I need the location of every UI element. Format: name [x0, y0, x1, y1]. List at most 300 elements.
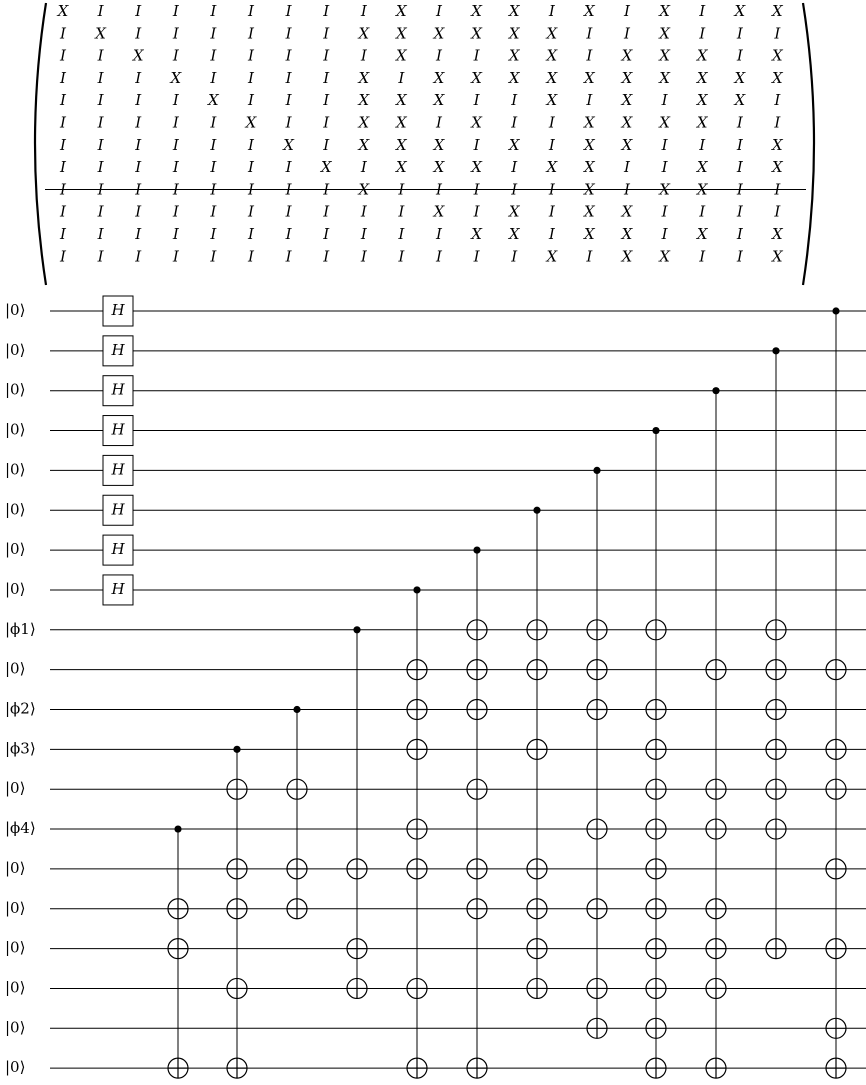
matrix-entry: I	[736, 135, 743, 154]
matrix-entry: X	[508, 68, 520, 87]
matrix-entry: X	[396, 135, 407, 154]
matrix-entry: I	[699, 2, 706, 20]
matrix-entry: X	[659, 24, 670, 43]
matrix-entry: I	[323, 24, 330, 43]
matrix-entry: X	[433, 68, 445, 87]
hadamard-gate	[103, 296, 133, 326]
cnot-column	[706, 387, 726, 1078]
matrix-entry: X	[659, 68, 670, 87]
matrix-entry: X	[358, 135, 370, 154]
matrix-entry: I	[548, 202, 555, 221]
matrix-entry: I	[699, 202, 706, 221]
matrix-entry: I	[97, 68, 104, 87]
matrix-entry: X	[696, 180, 708, 199]
cnot-target	[287, 779, 307, 799]
matrix-entry: X	[471, 2, 482, 20]
matrix-entry: I	[172, 158, 179, 177]
matrix-entry: I	[172, 247, 179, 266]
matrix-entry: I	[511, 91, 518, 110]
matrix-entry: X	[95, 24, 106, 43]
matrix-entry: X	[546, 68, 558, 87]
matrix-entry: I	[360, 46, 367, 65]
matrix-entry: I	[436, 2, 442, 20]
matrix-entry: I	[736, 202, 743, 221]
matrix-entry: I	[774, 24, 781, 43]
matrix-entry: X	[546, 91, 558, 110]
wire-label: |0⟩	[5, 420, 26, 439]
cnot-target	[527, 739, 547, 759]
matrix-entry: I	[135, 135, 142, 154]
control-dot	[233, 746, 240, 753]
control-dot	[533, 507, 540, 514]
cnot-target	[527, 660, 547, 680]
matrix-entry: I	[248, 247, 254, 266]
cnot-target	[587, 819, 607, 839]
matrix-entry: X	[245, 113, 257, 132]
cnot-target	[646, 899, 666, 919]
cnot-target	[168, 1058, 188, 1078]
matrix-entry: I	[248, 202, 254, 221]
matrix-entry: I	[398, 180, 405, 199]
matrix-entry: I	[210, 113, 217, 132]
hadamard-gate-label: H	[111, 340, 125, 359]
matrix-entry: X	[546, 46, 558, 65]
cnot-target	[407, 1058, 427, 1078]
wire-label: |0⟩	[5, 460, 26, 479]
matrix-entry: I	[60, 113, 66, 132]
matrix-entry: I	[210, 135, 217, 154]
cnot-target	[646, 978, 666, 998]
matrix-entry: I	[135, 225, 142, 243]
cnot-target	[646, 939, 666, 959]
cnot-target	[227, 1058, 247, 1078]
matrix-entry: I	[285, 202, 292, 221]
matrix-entry: X	[659, 180, 670, 199]
control-dot	[353, 626, 360, 633]
matrix-entry: I	[323, 135, 330, 154]
matrix-entry: X	[358, 113, 370, 132]
cnot-target	[587, 899, 607, 919]
matrix-entry: X	[283, 135, 294, 154]
cnot-target	[826, 660, 846, 680]
matrix-entry: X	[396, 46, 407, 65]
matrix-entry: X	[584, 68, 595, 87]
cnot-target	[706, 899, 726, 919]
matrix-entry: I	[172, 225, 179, 243]
matrix-entry: X	[621, 46, 633, 65]
matrix-entry: I	[135, 91, 142, 110]
wire-label: |0⟩	[5, 978, 26, 997]
matrix-entry: I	[60, 225, 66, 243]
matrix-entry: X	[546, 247, 558, 266]
matrix-entry: I	[210, 68, 217, 87]
matrix-entry: X	[508, 2, 520, 20]
matrix-entry: X	[772, 225, 783, 243]
matrix-entry: I	[172, 2, 179, 20]
matrix-entry: I	[661, 158, 668, 177]
cnot-target	[407, 660, 427, 680]
matrix-entry: I	[210, 2, 217, 20]
cnot-target	[826, 779, 846, 799]
cnot-target	[706, 819, 726, 839]
matrix-entry: I	[436, 247, 442, 266]
matrix-entry: X	[621, 135, 633, 154]
matrix-entry: I	[624, 180, 630, 199]
wire-label: |0⟩	[5, 540, 26, 559]
cnot-target	[587, 700, 607, 720]
wire-label: |0⟩	[5, 1018, 26, 1037]
hadamard-gate-label: H	[111, 301, 125, 319]
matrix-entry: X	[396, 113, 407, 132]
cnot-target	[227, 899, 247, 919]
matrix-entry: I	[624, 158, 630, 177]
matrix-entry: I	[210, 247, 217, 266]
matrix-entry: I	[210, 46, 217, 65]
matrix-entry: X	[433, 135, 445, 154]
cnot-target	[527, 978, 547, 998]
matrix-entry: I	[548, 180, 555, 199]
hadamard-gate	[103, 416, 133, 446]
matrix-entry: I	[97, 158, 104, 177]
control-dot	[832, 307, 839, 314]
cnot-target	[287, 859, 307, 879]
matrix-entry: X	[584, 135, 595, 154]
matrix-entry: I	[586, 46, 593, 65]
cnot-column	[407, 586, 427, 1078]
control-dot	[413, 586, 420, 593]
matrix-entry: X	[170, 68, 182, 87]
matrix-entry: I	[586, 91, 593, 110]
matrix-entry: X	[621, 91, 633, 110]
matrix-entry: I	[323, 180, 330, 199]
wire-label: |0⟩	[5, 340, 26, 359]
hadamard-gate-label: H	[111, 500, 125, 519]
cnot-target	[587, 1018, 607, 1038]
cnot-target	[168, 899, 188, 919]
matrix-entry: X	[471, 113, 482, 132]
cnot-column	[766, 347, 786, 958]
cnot-target	[646, 620, 666, 640]
matrix-entry: I	[135, 24, 142, 43]
matrix-entry: I	[248, 46, 254, 65]
matrix-entry: I	[60, 202, 66, 221]
matrix-entry: X	[696, 68, 708, 87]
cnot-target	[467, 620, 487, 640]
hadamard-gate-label: H	[111, 420, 125, 439]
matrix-entry: I	[661, 135, 668, 154]
cnot-target	[766, 739, 786, 759]
control-dot	[593, 467, 600, 474]
matrix-entry: X	[696, 225, 708, 243]
matrix-entry: X	[132, 46, 144, 65]
matrix-entry: I	[60, 247, 66, 266]
matrix-entry: I	[511, 180, 518, 199]
matrix-entry: I	[97, 180, 104, 199]
cnot-target	[227, 859, 247, 879]
cnot-target	[587, 620, 607, 640]
matrix-entry: I	[661, 225, 668, 243]
matrix-entry: I	[736, 247, 743, 266]
matrix-entry: X	[358, 68, 370, 87]
matrix-entry: I	[210, 202, 217, 221]
control-dot	[652, 427, 659, 434]
matrix-entry: I	[323, 2, 330, 20]
matrix-entry: I	[323, 91, 330, 110]
matrix-entry: X	[584, 113, 595, 132]
cnot-column	[587, 467, 607, 1039]
matrix-entry: I	[135, 202, 142, 221]
circuit-wires	[5, 301, 866, 1076]
cnot-target	[826, 1018, 846, 1038]
matrix-entry: X	[433, 202, 445, 221]
matrix-entry: I	[248, 225, 254, 243]
matrix-entry: I	[511, 247, 518, 266]
matrix-entry: I	[398, 247, 405, 266]
matrix-entry: I	[60, 135, 66, 154]
control-dot	[174, 825, 181, 832]
cnot-target	[227, 978, 247, 998]
wire-label: |0⟩	[5, 380, 26, 399]
matrix-entry: I	[736, 46, 743, 65]
matrix-entry: X	[584, 202, 595, 221]
matrix-entry: I	[248, 180, 254, 199]
matrix-entry: I	[360, 2, 367, 20]
wire-label: |0⟩	[5, 779, 26, 798]
matrix-entry: I	[210, 180, 217, 199]
matrix-entry: I	[97, 247, 104, 266]
matrix-entry: X	[584, 225, 595, 243]
control-dot	[712, 387, 719, 394]
matrix-entry: I	[172, 180, 179, 199]
matrix-entry: I	[548, 135, 555, 154]
cnot-target	[467, 1058, 487, 1078]
matrix-entry: I	[97, 91, 104, 110]
matrix-entry: X	[734, 91, 746, 110]
cnot-columns	[168, 307, 846, 1078]
matrix-entry: I	[60, 24, 66, 43]
matrix-entry: I	[473, 247, 480, 266]
matrix-entry: I	[736, 113, 743, 132]
matrix-entry: X	[396, 2, 407, 20]
matrix-entry: I	[248, 2, 254, 20]
cnot-target	[168, 939, 188, 959]
matrix-entry: I	[586, 247, 593, 266]
matrix-entry: I	[135, 68, 142, 87]
matrix-entry: I	[172, 46, 179, 65]
matrix-entry: I	[135, 113, 142, 132]
cnot-target	[826, 939, 846, 959]
matrix-entry: I	[398, 68, 405, 87]
matrix-entry: I	[285, 180, 292, 199]
wire-label: |ϕ3⟩	[5, 739, 36, 758]
hadamard-gate	[103, 455, 133, 485]
cnot-target	[706, 978, 726, 998]
cnot-target	[407, 700, 427, 720]
matrix-entry: I	[285, 46, 292, 65]
matrix-entry: I	[248, 158, 254, 177]
matrix-entry: I	[172, 202, 179, 221]
matrix-entry: X	[508, 135, 520, 154]
cnot-target	[467, 700, 487, 720]
cnot-target	[646, 1018, 666, 1038]
cnot-column	[287, 706, 307, 919]
matrix-entry: I	[97, 225, 104, 243]
matrix-entry: I	[323, 202, 330, 221]
matrix-entry: I	[473, 91, 480, 110]
matrix-entry: I	[736, 225, 743, 243]
hadamard-gates	[103, 296, 133, 605]
matrix-entry: I	[624, 24, 630, 43]
matrix-entry: X	[396, 24, 407, 43]
cnot-target	[646, 739, 666, 759]
matrix-entry: I	[285, 247, 292, 266]
matrix-entry: X	[659, 2, 670, 20]
wire-label: |0⟩	[5, 898, 26, 917]
matrix-entry: X	[433, 91, 445, 110]
cnot-target	[826, 739, 846, 759]
matrix-entry: X	[772, 46, 783, 65]
matrix-entry: X	[772, 2, 783, 20]
matrix-entry: I	[210, 225, 217, 243]
cnot-target	[527, 859, 547, 879]
matrix-entry: I	[398, 225, 405, 243]
cnot-target	[527, 899, 547, 919]
matrix-entry: X	[471, 158, 482, 177]
matrix-entry: I	[60, 158, 66, 177]
cnot-target	[227, 779, 247, 799]
cnot-target	[646, 779, 666, 799]
matrix-entry: I	[511, 113, 518, 132]
matrix-entry: I	[774, 113, 781, 132]
hadamard-gate	[103, 575, 133, 605]
matrix-entry: X	[508, 202, 520, 221]
matrix-entry: I	[135, 2, 142, 20]
matrix-entry: X	[621, 202, 633, 221]
matrix-entry: X	[320, 158, 332, 177]
cnot-target	[706, 779, 726, 799]
matrix-entry: I	[285, 158, 292, 177]
matrix-entry: I	[699, 24, 706, 43]
cnot-column	[527, 507, 547, 999]
cnot-target	[826, 859, 846, 879]
matrix-entry: X	[621, 113, 633, 132]
matrix-entry: I	[60, 68, 66, 87]
matrix-entry: X	[508, 46, 520, 65]
control-dot	[293, 706, 300, 713]
matrix-entry: I	[135, 247, 142, 266]
matrix-entry: X	[696, 91, 708, 110]
matrix-entry: I	[248, 68, 254, 87]
matrix-entry: I	[436, 113, 442, 132]
matrix-entry: I	[323, 247, 330, 266]
matrix-entry: I	[360, 158, 367, 177]
matrix-entry: X	[772, 158, 783, 177]
wire-label: |0⟩	[5, 500, 26, 519]
matrix-entry: X	[772, 135, 783, 154]
matrix-entry: I	[360, 202, 367, 221]
matrix-entry: X	[584, 158, 595, 177]
wire-label: |0⟩	[5, 858, 26, 877]
matrix-entry: X	[433, 24, 445, 43]
cnot-column	[168, 825, 188, 1078]
hadamard-gate	[103, 495, 133, 525]
matrix-entry: I	[436, 225, 442, 243]
cnot-target	[766, 939, 786, 959]
matrix-entry: I	[97, 46, 104, 65]
matrix-entry: X	[396, 91, 407, 110]
hadamard-gate-label: H	[111, 380, 125, 399]
stabilizer-matrix	[35, 2, 814, 285]
cnot-target	[587, 978, 607, 998]
matrix-entry: I	[624, 2, 630, 20]
cnot-target	[706, 1058, 726, 1078]
matrix-entry: X	[358, 180, 370, 199]
matrix-entry: X	[696, 158, 708, 177]
matrix-entry: X	[659, 113, 670, 132]
matrix-entry: I	[285, 225, 292, 243]
cnot-target	[527, 939, 547, 959]
left-parenthesis	[35, 3, 46, 285]
matrix-entry: I	[323, 68, 330, 87]
matrix-entry: I	[774, 91, 781, 110]
matrix-entry: I	[736, 24, 743, 43]
cnot-target	[467, 899, 487, 919]
matrix-entry: I	[586, 24, 593, 43]
matrix-entry: I	[97, 135, 104, 154]
cnot-target	[706, 660, 726, 680]
matrix-entry: X	[358, 91, 370, 110]
cnot-target	[766, 700, 786, 720]
cnot-target	[587, 660, 607, 680]
matrix-entry: I	[210, 158, 217, 177]
hadamard-gate-label: H	[111, 580, 125, 598]
matrix-entry: I	[172, 91, 179, 110]
cnot-target	[467, 859, 487, 879]
wire-label: |0⟩	[5, 301, 26, 319]
matrix-entry: X	[621, 225, 633, 243]
matrix-entry: X	[57, 2, 69, 20]
matrix-entry: I	[661, 91, 668, 110]
matrix-entry: I	[323, 113, 330, 132]
cnot-target	[646, 859, 666, 879]
matrix-entry: I	[473, 180, 480, 199]
matrix-entry: I	[774, 180, 781, 199]
matrix-entry: I	[511, 158, 518, 177]
matrix-entry: I	[661, 202, 668, 221]
hadamard-gate	[103, 376, 133, 406]
matrix-entry: I	[473, 46, 480, 65]
matrix-entry: I	[699, 247, 706, 266]
matrix-entry: I	[60, 180, 66, 199]
matrix-entry: X	[471, 24, 482, 43]
matrix-entry: X	[208, 91, 219, 110]
wire-label: |ϕ1⟩	[5, 619, 36, 638]
matrix-entry: X	[584, 180, 595, 199]
hadamard-gate-label: H	[111, 460, 125, 479]
matrix-entry: X	[734, 68, 746, 87]
matrix-entry: I	[473, 202, 480, 221]
right-parenthesis	[803, 3, 814, 285]
matrix-entry: I	[248, 24, 254, 43]
matrix-entry: I	[473, 135, 480, 154]
cnot-target	[527, 620, 547, 640]
matrix-entry: X	[584, 2, 595, 20]
hadamard-gate-label: H	[111, 540, 125, 559]
matrix-entry: I	[285, 113, 292, 132]
control-dot	[772, 347, 779, 354]
matrix-entry: I	[248, 91, 254, 110]
matrix-entry: X	[772, 247, 783, 266]
